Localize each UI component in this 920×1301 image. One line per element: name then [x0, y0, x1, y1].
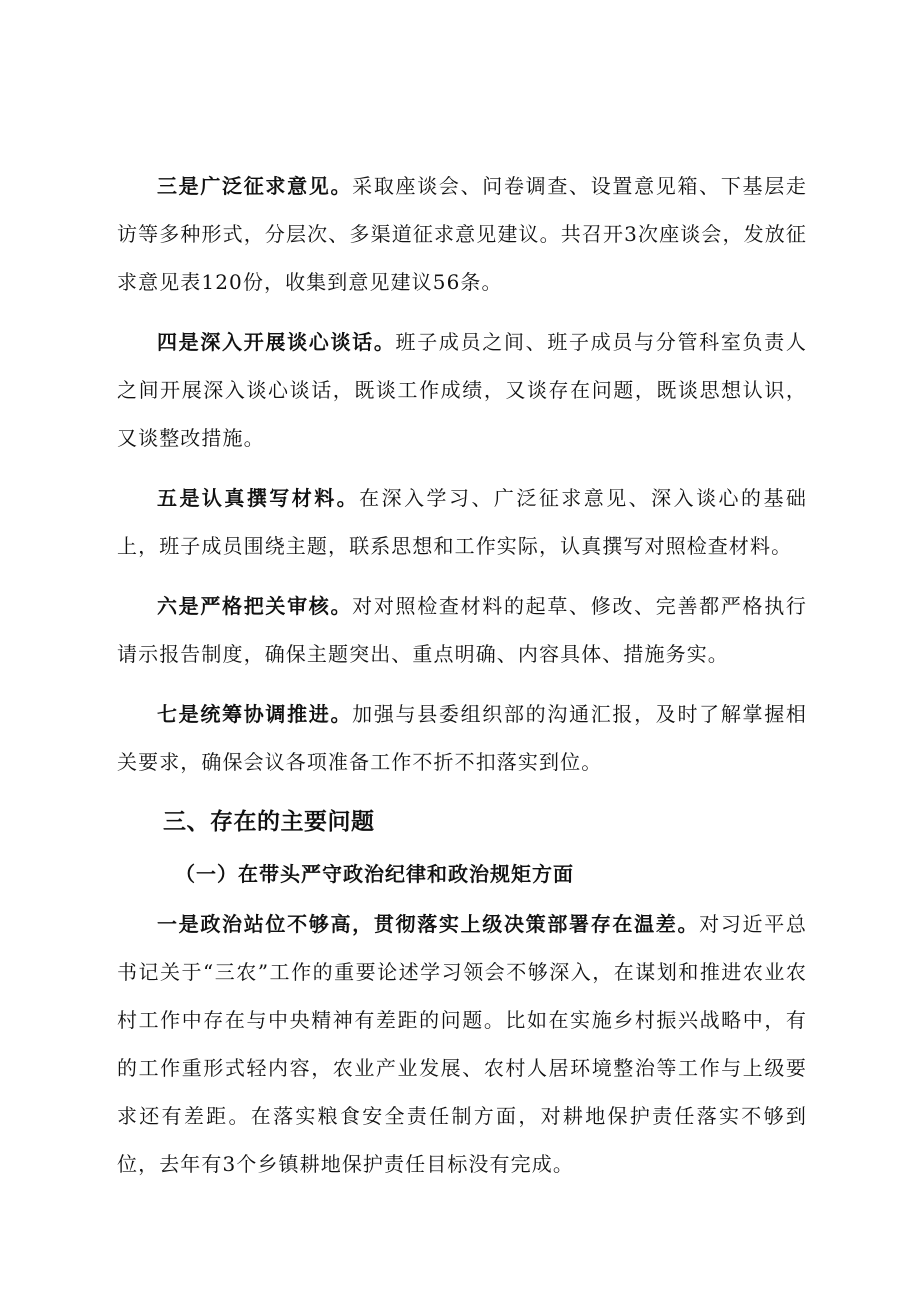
paragraph-lead: 三是广泛征求意见。 — [157, 174, 353, 198]
subsection-heading: （一）在带头严守政治纪律和政治规矩方面 — [175, 862, 574, 886]
paragraph-lead: 五是认真撰写材料。 — [157, 486, 360, 510]
paragraph-review-audit — [117, 582, 807, 678]
paragraph-write-materials — [117, 474, 807, 570]
paragraph-lead: 七是统筹协调推进。 — [157, 702, 353, 726]
paragraph-text: 对对照检查材料的起草、修改、完善都严格执行请示报告制度，确保主题突出、重点明确、内容具体、措施务实。 — [117, 594, 807, 666]
paragraph-text: 对习近平总书记关于“三农”工作的重要论述学习领会不够深入，在谋划和推进农业农村工作中存在与中央精神有差距的问题。比如在实施乡村振兴战略中，有的工作重形式轻内容，农业产业发展、农村人居环境整治等工作与上级要求还有差距。在落实粮食安全责任制方面，对耕地保护责任落实不够到位，去年有3个乡镇耕地保护责任目标没有完成。 — [117, 912, 808, 1176]
paragraph-text: 班子成员之间、班子成员与分管科室负责人之间开展深入谈心谈话，既谈工作成绩，又谈存在问题，既谈思想认识，又谈整改措施。 — [117, 330, 807, 450]
paragraph-text: 加强与县委组织部的沟通汇报，及时了解掌握相关要求，确保会议各项准备工作不折不扣落实到位。 — [117, 702, 807, 774]
paragraph-lead: 四是深入开展谈心谈话。 — [157, 330, 396, 354]
paragraph-coordinate-advance — [117, 690, 807, 786]
paragraph-political-stance — [117, 900, 807, 1188]
paragraph-lead: 六是严格把关审核。 — [157, 594, 353, 618]
paragraph-text: 在深入学习、广泛征求意见、深入谈心的基础上，班子成员围绕主题，联系思想和工作实际，认真撰写对照检查材料。 — [117, 486, 808, 558]
paragraph-lead: 一是政治站位不够高，贯彻落实上级决策部署存在温差。 — [157, 912, 700, 936]
paragraph-solicit-opinions — [117, 162, 807, 306]
paragraph-text: 采取座谈会、问卷调查、设置意见箱、下基层走访等多种形式，分层次、多渠道征求意见建议。共召开3次座谈会，发放征求意见表120份，收集到意见建议56条。 — [117, 174, 807, 294]
document-body — [117, 162, 807, 1200]
section-heading: 三、存在的主要问题 — [163, 809, 375, 835]
paragraph-heart-to-heart-talks — [117, 318, 807, 462]
